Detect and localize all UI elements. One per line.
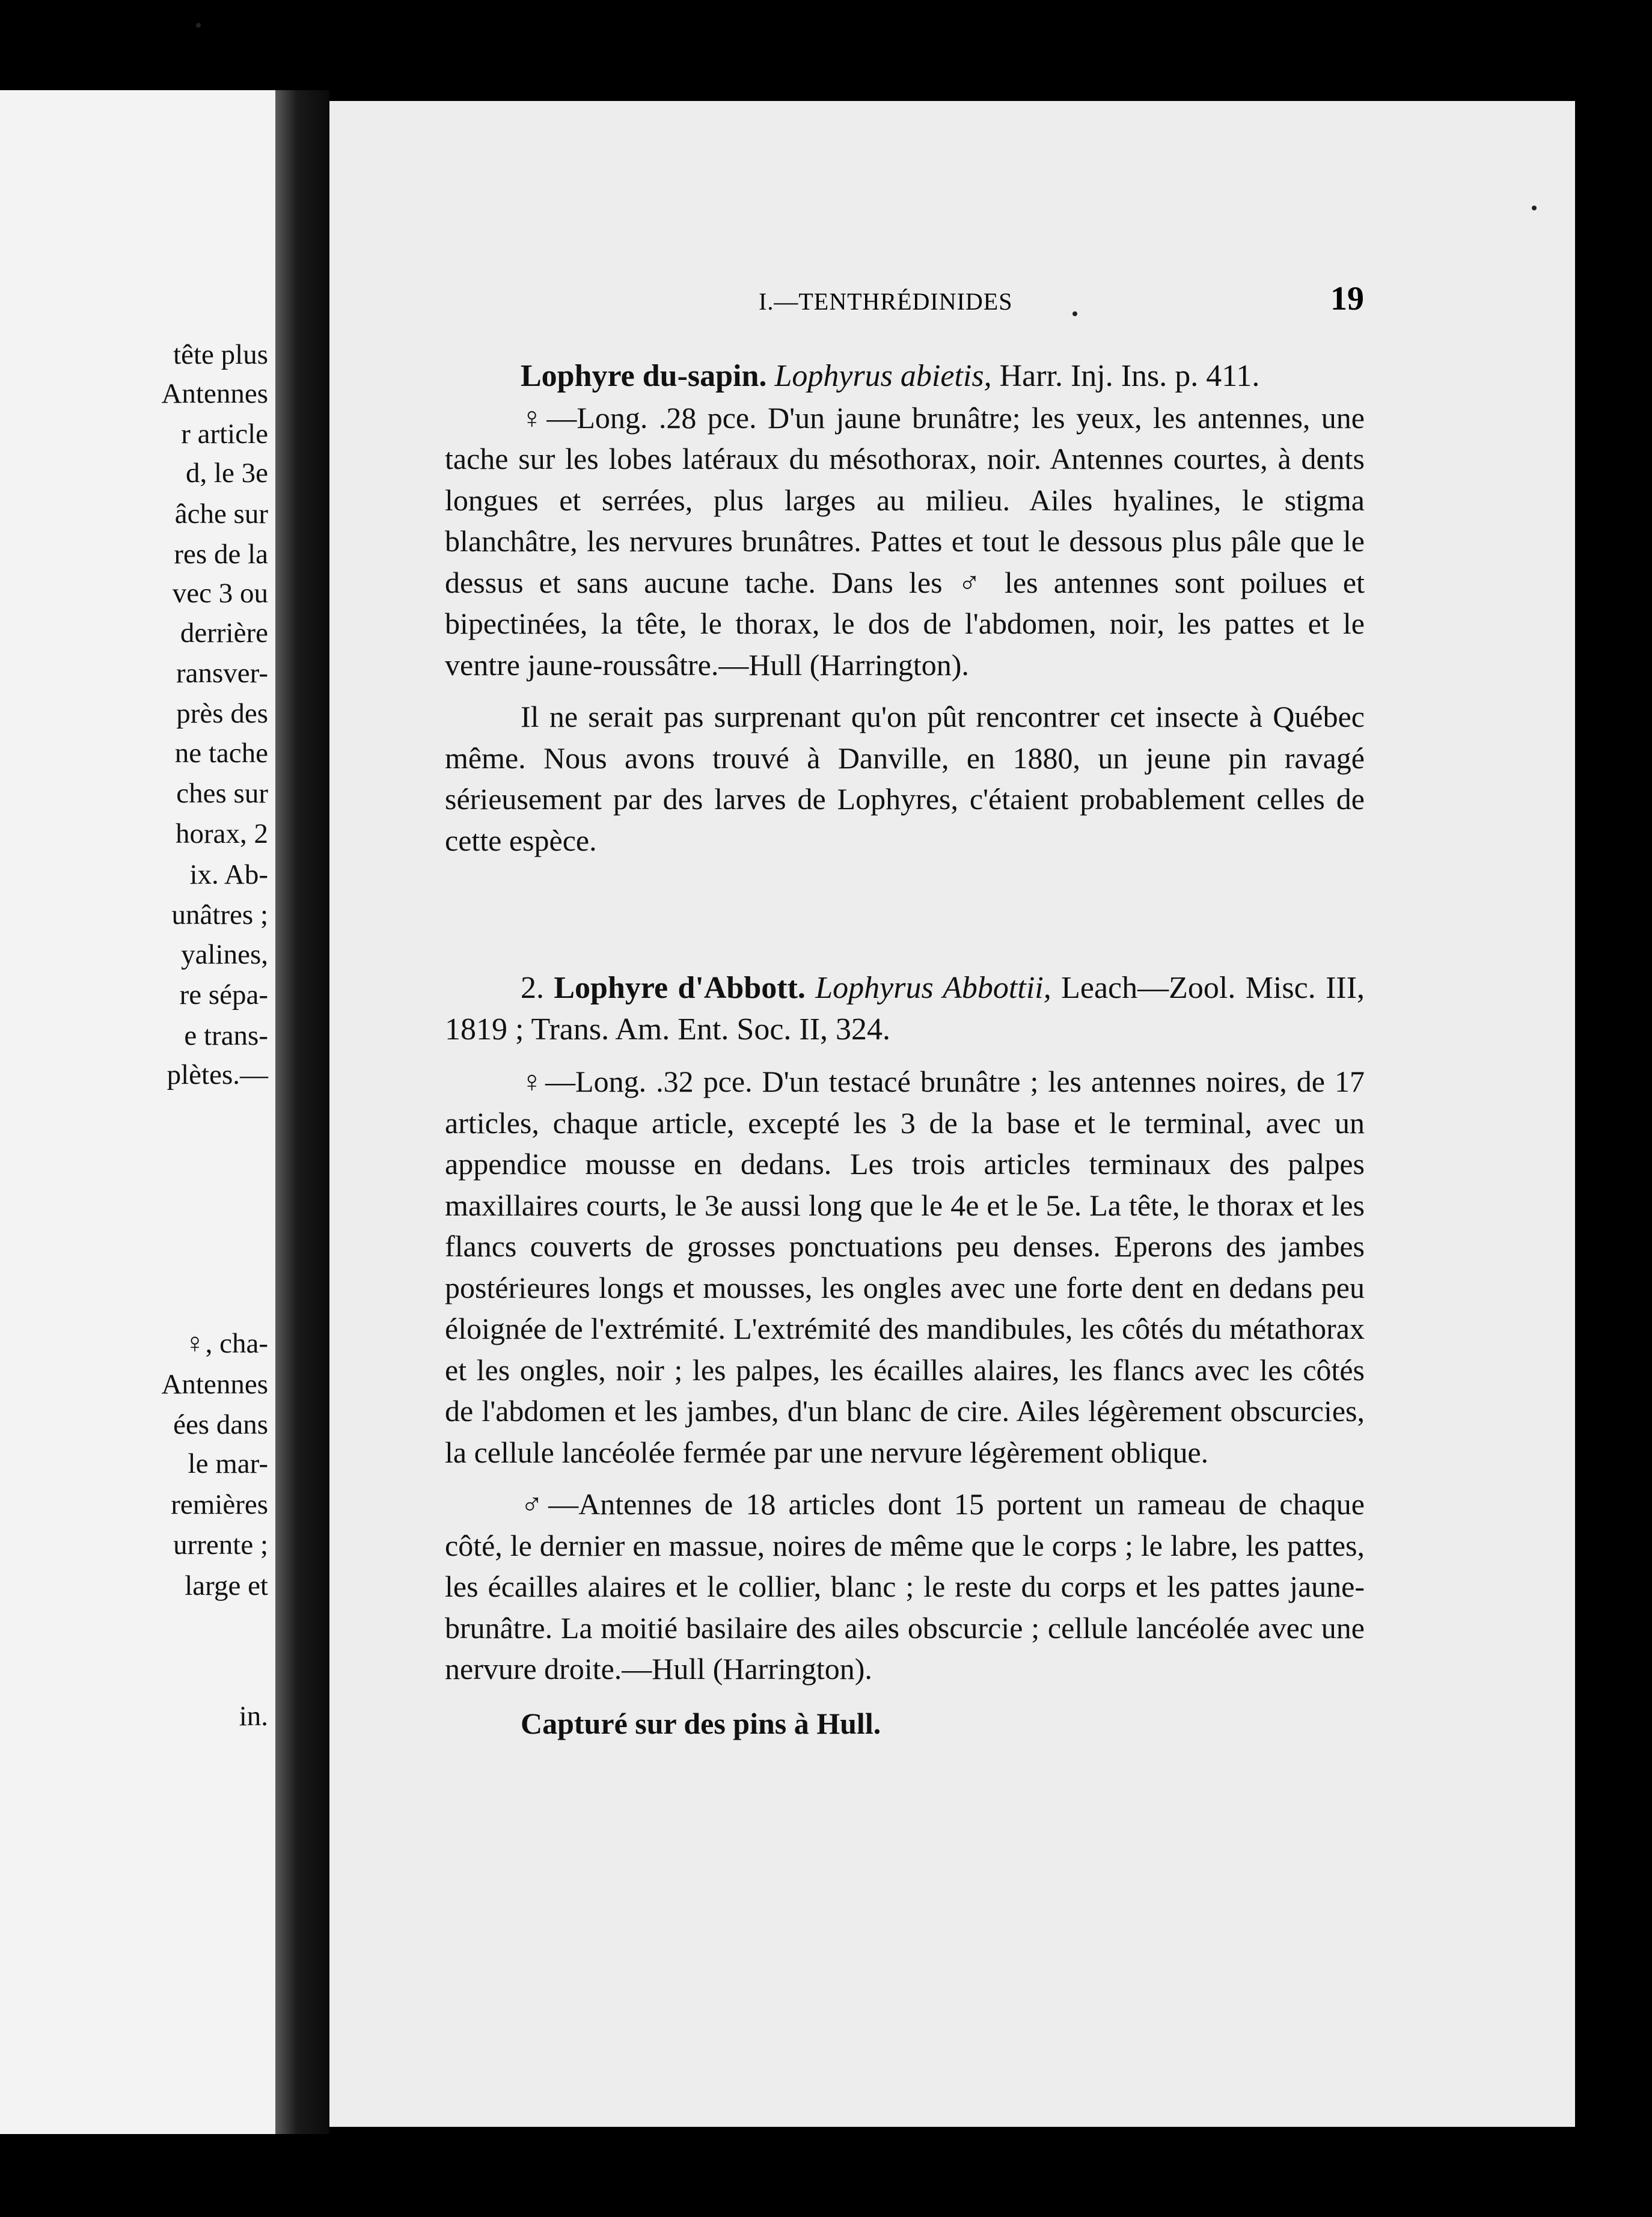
left-page-line: près des [176, 698, 268, 729]
left-page-line: le mar- [188, 1448, 268, 1479]
entry1-heading [445, 356, 1365, 397]
entry2-male-description: ♂—Antennes de 18 articles dont 15 portent un rameau de chaque côté, le dernier en massue, noires de même que le corps ; le labre, les pattes, les écailles alaires et le collier, blanc ; le reste du corps et les pattes jaune-brunâtre. La moitié basilaire des ailes obscurcie ; cellule lancéolée avec une nervure droite.—Hull (Harrington). [445, 1487, 1365, 1686]
entry2-latin: Lophyrus Abbottii, [815, 971, 1051, 1005]
left-page-line: Antennes [161, 378, 268, 409]
left-page-line: unâtres ; [171, 899, 268, 931]
entry2-heading [445, 968, 1365, 1050]
book-gutter [275, 90, 329, 2134]
left-page-line: ées dans [173, 1409, 268, 1440]
left-page-line: horax, 2 [175, 818, 268, 849]
entry1-reference: Harr. Inj. Ins. p. 411. [999, 359, 1260, 393]
left-page-line: ♀, cha- [184, 1328, 268, 1359]
capture-text: Capturé sur des pins à Hull. [521, 1706, 881, 1740]
entry-lophyre-d-abbott [445, 968, 1365, 1744]
left-page-line: ches sur [176, 778, 268, 809]
entry1-note: Il ne serait pas surprenant qu'on pût rencontrer cet insecte à Québec même. Nous avons trouvé à Danville, en 1880, un jeune pin ravagé sérieusement par des larves de Lophyres, c'étaient probablement celles de cette espèce. [445, 700, 1365, 857]
entry2-reference: Leach—Zool. Misc. III, 1819 ; Trans. Am. Ent. Soc. II, 324. [445, 971, 1365, 1047]
entry1-name: Lophyre du-sapin. [521, 359, 767, 393]
left-page-line: ransver- [176, 658, 268, 689]
left-page-line: res de la [174, 539, 268, 570]
left-page-line: derrière [180, 617, 268, 649]
scan-speck [1532, 206, 1537, 210]
left-page-line: e trans- [184, 1020, 268, 1051]
entry2-capture-note [445, 1703, 1365, 1745]
left-page-line: âche sur [174, 498, 268, 530]
left-page-line: yalines, [181, 939, 268, 970]
left-facing-page [0, 90, 275, 2134]
left-page-line: Antennes [161, 1369, 268, 1400]
left-page-line: remières [171, 1489, 268, 1520]
entry2-number: 2. [521, 971, 544, 1005]
left-page-line: ne tache [174, 738, 268, 769]
left-page-line: re sépa- [179, 979, 268, 1011]
entry-lophyre-du-sapin [445, 356, 1365, 861]
entry2-name: Lophyre d'Abbott. [554, 971, 806, 1005]
running-header: I.—TENTHRÉDINIDES [759, 288, 1013, 315]
left-page-line: in. [239, 1701, 268, 1732]
left-page-line: plètes.— [167, 1059, 268, 1090]
left-page-line: large et [185, 1570, 268, 1601]
scan-speck [196, 23, 201, 28]
left-page-line: ix. Ab- [189, 859, 268, 890]
left-page-line: d, le 3e [185, 457, 268, 489]
entry1-latin: Lophyrus abietis, [774, 359, 992, 393]
entry1-description: ♀—Long. .28 pce. D'un jaune brunâtre; les yeux, les antennes, une tache sur les lobes latéraux du mésothorax, noir. Antennes courtes, à dents longues et serrées, plus larges au milieu. Ailes hyalines, le stigma blanchâtre, les nervures brunâtres. Pattes et tout le dessous plus pâle que le dessus et sans aucune tache. Dans les ♂ les antennes sont poilues et bipectinées, la tête, le thorax, le dos de l'abdomen, noir, les pattes et le ventre jaune-roussâtre.—Hull (Harrington). [445, 400, 1365, 682]
scan-speck [1072, 311, 1077, 316]
left-page-line: vec 3 ou [172, 578, 268, 609]
left-page-line: urrente ; [173, 1529, 268, 1561]
page-number: 19 [1330, 280, 1364, 317]
left-page-line: r article [181, 418, 268, 450]
left-page-line: tête plus [173, 339, 268, 370]
entry2-female-description: ♀—Long. .32 pce. D'un testacé brunâtre ; les antennes noires, de 17 articles, chaque article, excepté les 3 de la base et le terminal, avec un appendice mousse en dedans. Les trois articles terminaux des palpes maxillaires courts, le 3e aussi long que le 4e et le 5e. La tête, le thorax et les flancs couverts de grosses ponctuations peu denses. Eperons des jambes postérieures longs et mousses, les ongles avec une forte dent en dedans peu éloignée de l'extrémité. L'extrémité des mandibules, les côtés du métathorax et les ongles, noir ; les palpes, les écailles alaires, les flancs avec les côtés de l'abdomen et les jambes, d'un blanc de cire. Ailes légèrement obscurcies, la cellule lancéolée fermée par une nervure légèrement oblique. [445, 1065, 1365, 1469]
